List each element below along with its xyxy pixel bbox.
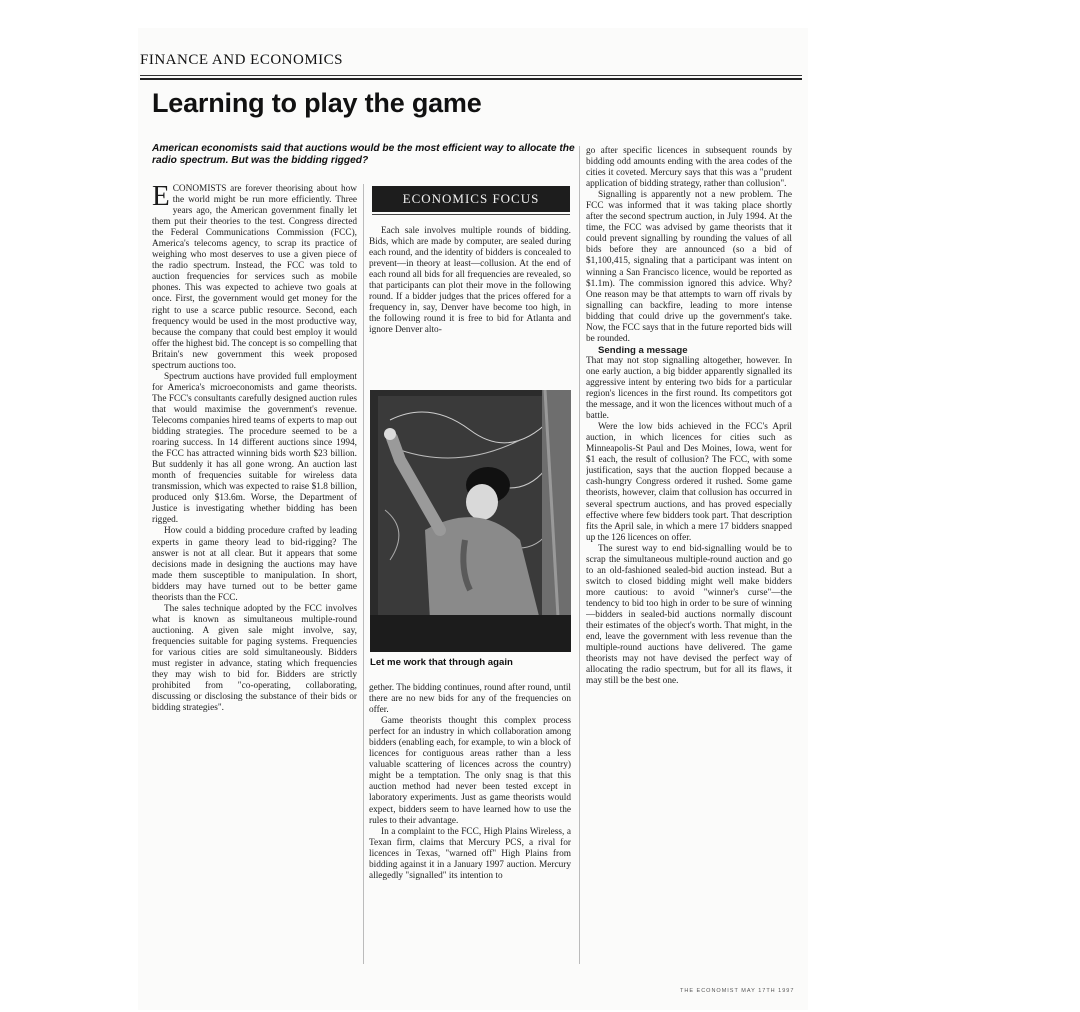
paragraph: ECONOMISTS are forever theorising about how the world might be run more efficiently. Three years ago, the American government finally let them put their theories to the test. Congress directed the Federal Communications Commission (FCC), America's telecoms agency, to scrap its practice of weighing who most deserves to use a given piece of the radio spectrum. Instead, the FCC was told to auction frequencies for services such as mobile phones. This was expected to achieve two goals at once. First, the government would get money for the right to use a scarce public resource. Second, each frequency would be used in the most productive way, because the company that could best employ it would offer the highest bid. The concept is so compelling that Britain's new government this week proposed spectrum auctions too. [152,184,357,371]
section-rule [140,75,802,76]
paragraph: How could a bidding procedure crafted by leading experts in game theory lead to bid-rigging? The answer is not at all clear. But it appears that some decisions made in designing the auctions may have made them susceptible to manipulation. In short, bidders may have turned out to be better game theorists than the FCC. [152,526,357,603]
headline: Learning to play the game [152,88,482,118]
paragraph: The sales technique adopted by the FCC involves what is known as simultaneous multiple-round auctioning. A given sale might involve, say, frequencies suitable for paging systems. Frequencies for various cities are sold simultaneously. Bidders must register in advance, stating which frequencies they may wish to bid for. Bidders are strictly prohibited from "co-operating, collaborating, discussing or disclosing the substance of their bids or bidding strategies". [152,603,357,714]
drop-cap: E [152,184,170,212]
article-column-3 [586,146,792,966]
paragraph: Game theorists thought this complex process perfect for an industry in which collaboration among bidders (enabling each, for example, to win a block of licences for contiguous areas rather than a less valuable scattering of licences across the country) might be a temptation. The only snag is that this auction method had never been tested except in laboratory experiments. Just as game theorists would expect, bidders seem to have learned how to use the rules to their advantage. [369,716,571,826]
photo-caption: Let me work that through again [370,657,513,668]
paragraph: Were the low bids achieved in the FCC's April auction, in which licences for cities such as Minneapolis-St Paul and Des Moines, Iowa, went for $1 each, the result of collusion? The FCC, with some justification, says that the auction flopped because a cash-hungry Congress ordered it rushed. Some game theorists, however, claim that collusion has occurred in several spectrum auctions, and has proved especially effective where few bidders took part. That description fits the April sale, in which a mere 17 bidders snapped up the 126 licences on offer. [586,422,792,543]
chalkboard-photo [370,390,571,652]
section-label: FINANCE AND ECONOMICS [140,52,344,68]
standfirst: American economists said that auctions would be the most efficient way to allocate the radio spectrum. But was the bidding rigged? [152,143,575,167]
paragraph: That may not stop signalling altogether, however. In one early auction, a big bidder apparently signalled its aggressive intent by entering two bids for a particular region's licences in the first round. Its competitors got the message, and it won the licences without much of a battle. [586,355,792,422]
paragraph: Spectrum auctions have provided full employment for America's microeconomists and game theorists. The FCC's consultants carefully designed auction rules that would maximise the government's revenue. Telecoms companies hired teams of experts to map out bidding strategies. The procedure seemed to be a roaring success. In 14 different auctions since 1994, the FCC has attracted winning bids worth $23 billion. But suddenly it has all gone wrong. An auction last month of frequencies suitable for wireless data transmission, which was expected to raise $1.8 billion, produced only $13.6m. Worse, the Department of Justice is investigating whether bidding has been rigged. [152,371,357,526]
column-rule-2 [579,146,580,964]
economics-focus-banner: ECONOMICS FOCUS [372,186,570,212]
paragraph: gether. The bidding continues, round after round, until there are no new bids for any of the frequencies on offer. [369,683,571,716]
paragraph: Signalling is apparently not a new problem. The FCC was informed that it was taking place shortly after the second spectrum auction, in July 1994. At the time, the FCC was advised by game theorists that it could prevent signalling by rounding the values of all bids before they are announced (so a bid of $1,100,415, signaling that a participant was intent on winning a San Francisco licence, would be reported as $1.1m). The commission ignored this advice. Why? One reason may be that attempts to warn off rivals by signalling can backfire, leading to more intense bidding that could drive up the government's take. Now, the FCC says that in the future reported bids will be rounded. [586,190,792,344]
banner-rule [372,214,570,215]
article-column-2-bottom [369,683,571,963]
column-rule-1 [363,184,364,964]
photo-illustration [370,390,571,652]
paragraph: go after specific licences in subsequent rounds by bidding odd amounts ending with the area codes of the cities it coveted. Mercury says that this was a "prudent application of bidding strategy, rather than collusion". [586,146,792,190]
subheading: Sending a message [598,344,688,356]
page-footer: THE ECONOMIST MAY 17TH 1997 [680,988,795,994]
paragraph: The surest way to end bid-signalling would be to scrap the simultaneous multiple-round auction and go to an old-fashioned sealed-bid auction instead. But a switch to closed bidding might well make bidders more cautious: to avoid "winner's curse"—the tendency to bid too high in order to be sure of winning—bidders in sealed-bid auctions normally discount their estimates of the object's worth. That might, in the end, leave the government with less revenue than the multiple-round auctions have delivered. The game theorists may not have devised the perfect way of allocating the radio spectrum, but for all its flaws, it may still be the best one. [586,543,792,687]
paragraph: In a complaint to the FCC, High Plains Wireless, a Texan firm, claims that Mercury PCS, a rival for licences in Texas, "warned off" High Plains from bidding against it in a January 1997 auction. Mercury allegedly "signalled" its intention to [369,826,571,881]
article-column-2-top [369,226,571,386]
article-column-1 [152,184,357,964]
paragraph: Each sale involves multiple rounds of bidding. Bids, which are made by computer, are sealed during each round, and the identity of bidders is concealed to prevent—in theory at least—collusion. At the end of each round all bids for all frequencies are revealed, so that participants can plot their move in the following round. If a bidder judges that the prices offered for a frequency in, say, Denver have become too high, in the following round it is free to bid for Atlanta and ignore Denver alto- [369,226,571,336]
